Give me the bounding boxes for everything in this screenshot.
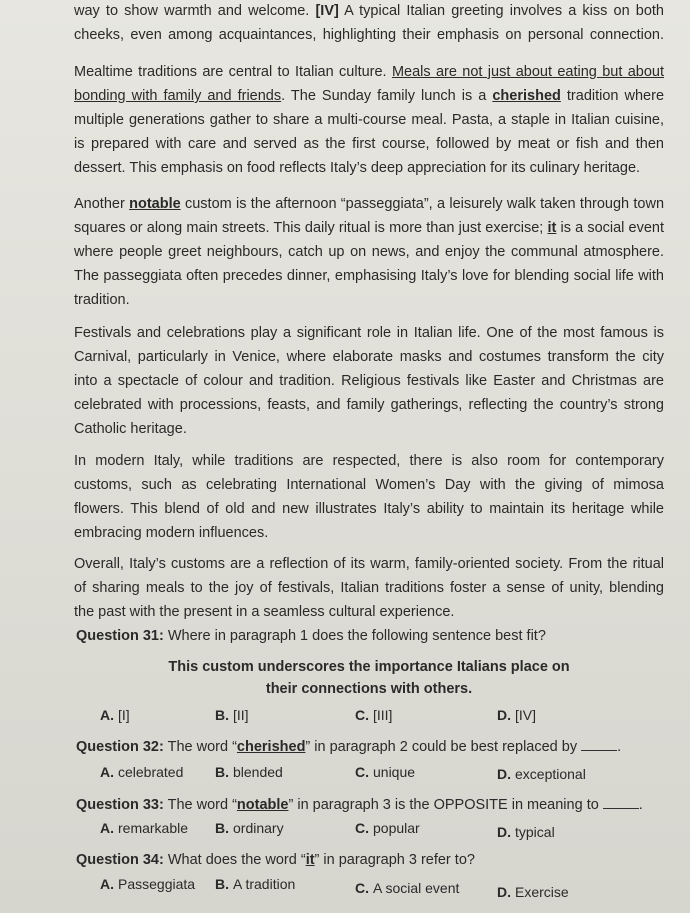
p2-line-3: multiple generations gather to share a multi-course meal. Pasta, a staple in Italian cuisine, [74,112,664,128]
p6-line-2: of sharing meals to the joy of festivals, Italian traditions foster a sense of unity, blending [74,580,664,596]
question-31: Question 31: Where in paragraph 1 does the following sentence best fit? [76,628,546,644]
q33-option-b[interactable]: B. ordinary [215,820,284,836]
p3-line-5: tradition. [74,292,130,308]
q31-option-c[interactable]: C. [III] [355,707,393,723]
p4-line-1: Festivals and celebrations play a significant role in Italian life. One of the most famous is [74,325,664,341]
q33-option-c[interactable]: C. popular [355,820,420,836]
p5-line-4: embracing modern influences. [74,525,269,541]
p2-line-4: is prepared with care and served as the first course, followed by meat or fish and then [74,136,664,152]
p2-line-1: Mealtime traditions are central to Italian culture. Meals are not just about eating but about [74,64,664,80]
p6-line-3: the past with the present in a seamless cultural experience. [74,604,455,620]
q33-option-a[interactable]: A. remarkable [100,820,189,836]
p2-line-5: dessert. This emphasis on food reflects Italy’s deep appreciation for its culinary heritage. [74,160,641,176]
q34-option-d[interactable]: D. Exercise [497,884,569,900]
p6-line-1: Overall, Italy’s customs are a reflection of its warm, family-oriented society. From the ritual [74,556,664,572]
p1-line-2: cheeks, even among acquaintances, highlighting their emphasis on personal connection. [74,27,664,43]
p4-line-3: into a spectacle of colour and tradition. Religious festivals like Easter and Christmas are [74,373,664,389]
q31-option-a[interactable]: A. [I] [100,707,130,723]
p5-line-2: customs, such as celebrating International Women’s Day with the giving of mimosa [74,477,664,493]
q34-option-a[interactable]: A. Passeggiata [100,876,196,892]
q32-option-b[interactable]: B. blended [215,764,283,780]
p4-line-5: Catholic heritage. [74,421,187,437]
question-32: Question 32: The word “cherished” in paragraph 2 could be best replaced by . [76,739,622,755]
p3-line-2: squares or along main streets. This daily ritual is more than just exercise; it is a social event [74,220,665,236]
p4-line-4: celebrated with processions, feasts, and family gatherings, reflecting the country’s strong [74,397,664,413]
q31-option-b[interactable]: B. [II] [215,707,249,723]
q32-option-a[interactable]: A. celebrated [100,764,184,780]
p1-line-1: way to show warmth and welcome. [IV] A typical Italian greeting involves a kiss on both [74,3,664,19]
q31-option-d[interactable]: D. [IV] [497,707,537,723]
q32-answer-blank[interactable] [581,738,617,751]
p4-line-2: Carnival, particularly in Venice, where elaborate masks and costumes transform the city [74,349,664,365]
q31-sentence-line-1: This custom underscores the importance Italians place on [168,659,570,675]
q31-sentence-line-2: their connections with others. [265,681,473,697]
q33-option-d[interactable]: D. typical [497,824,555,840]
p5-line-3: flowers. This blend of old and new illustrates Italy’s ability to maintain its heritage while [74,501,664,517]
q34-option-c[interactable]: C. A social event [355,880,460,896]
question-34: Question 34: What does the word “it” in paragraph 3 refer to? [76,852,475,868]
q32-option-d[interactable]: D. exceptional [497,766,586,782]
p3-line-3: where people greet neighbours, catch up on news, and enjoy the communal atmosphere. [74,244,664,260]
p5-line-1: In modern Italy, while traditions are respected, there is also room for contemporary [74,453,664,469]
p3-line-4: The passeggiata often precedes dinner, emphasising Italy’s love for blending social life with [74,268,664,284]
q34-option-b[interactable]: B. A tradition [215,876,296,892]
q32-option-c[interactable]: C. unique [355,764,416,780]
question-33: Question 33: The word “notable” in paragraph 3 is the OPPOSITE in meaning to . [76,797,643,813]
p3-line-1: Another notable custom is the afternoon “passeggiata”, a leisurely walk taken through town [74,196,665,212]
p2-line-2: bonding with family and friends. The Sunday family lunch is a cherished tradition where [74,88,665,104]
q33-answer-blank[interactable] [603,796,639,809]
